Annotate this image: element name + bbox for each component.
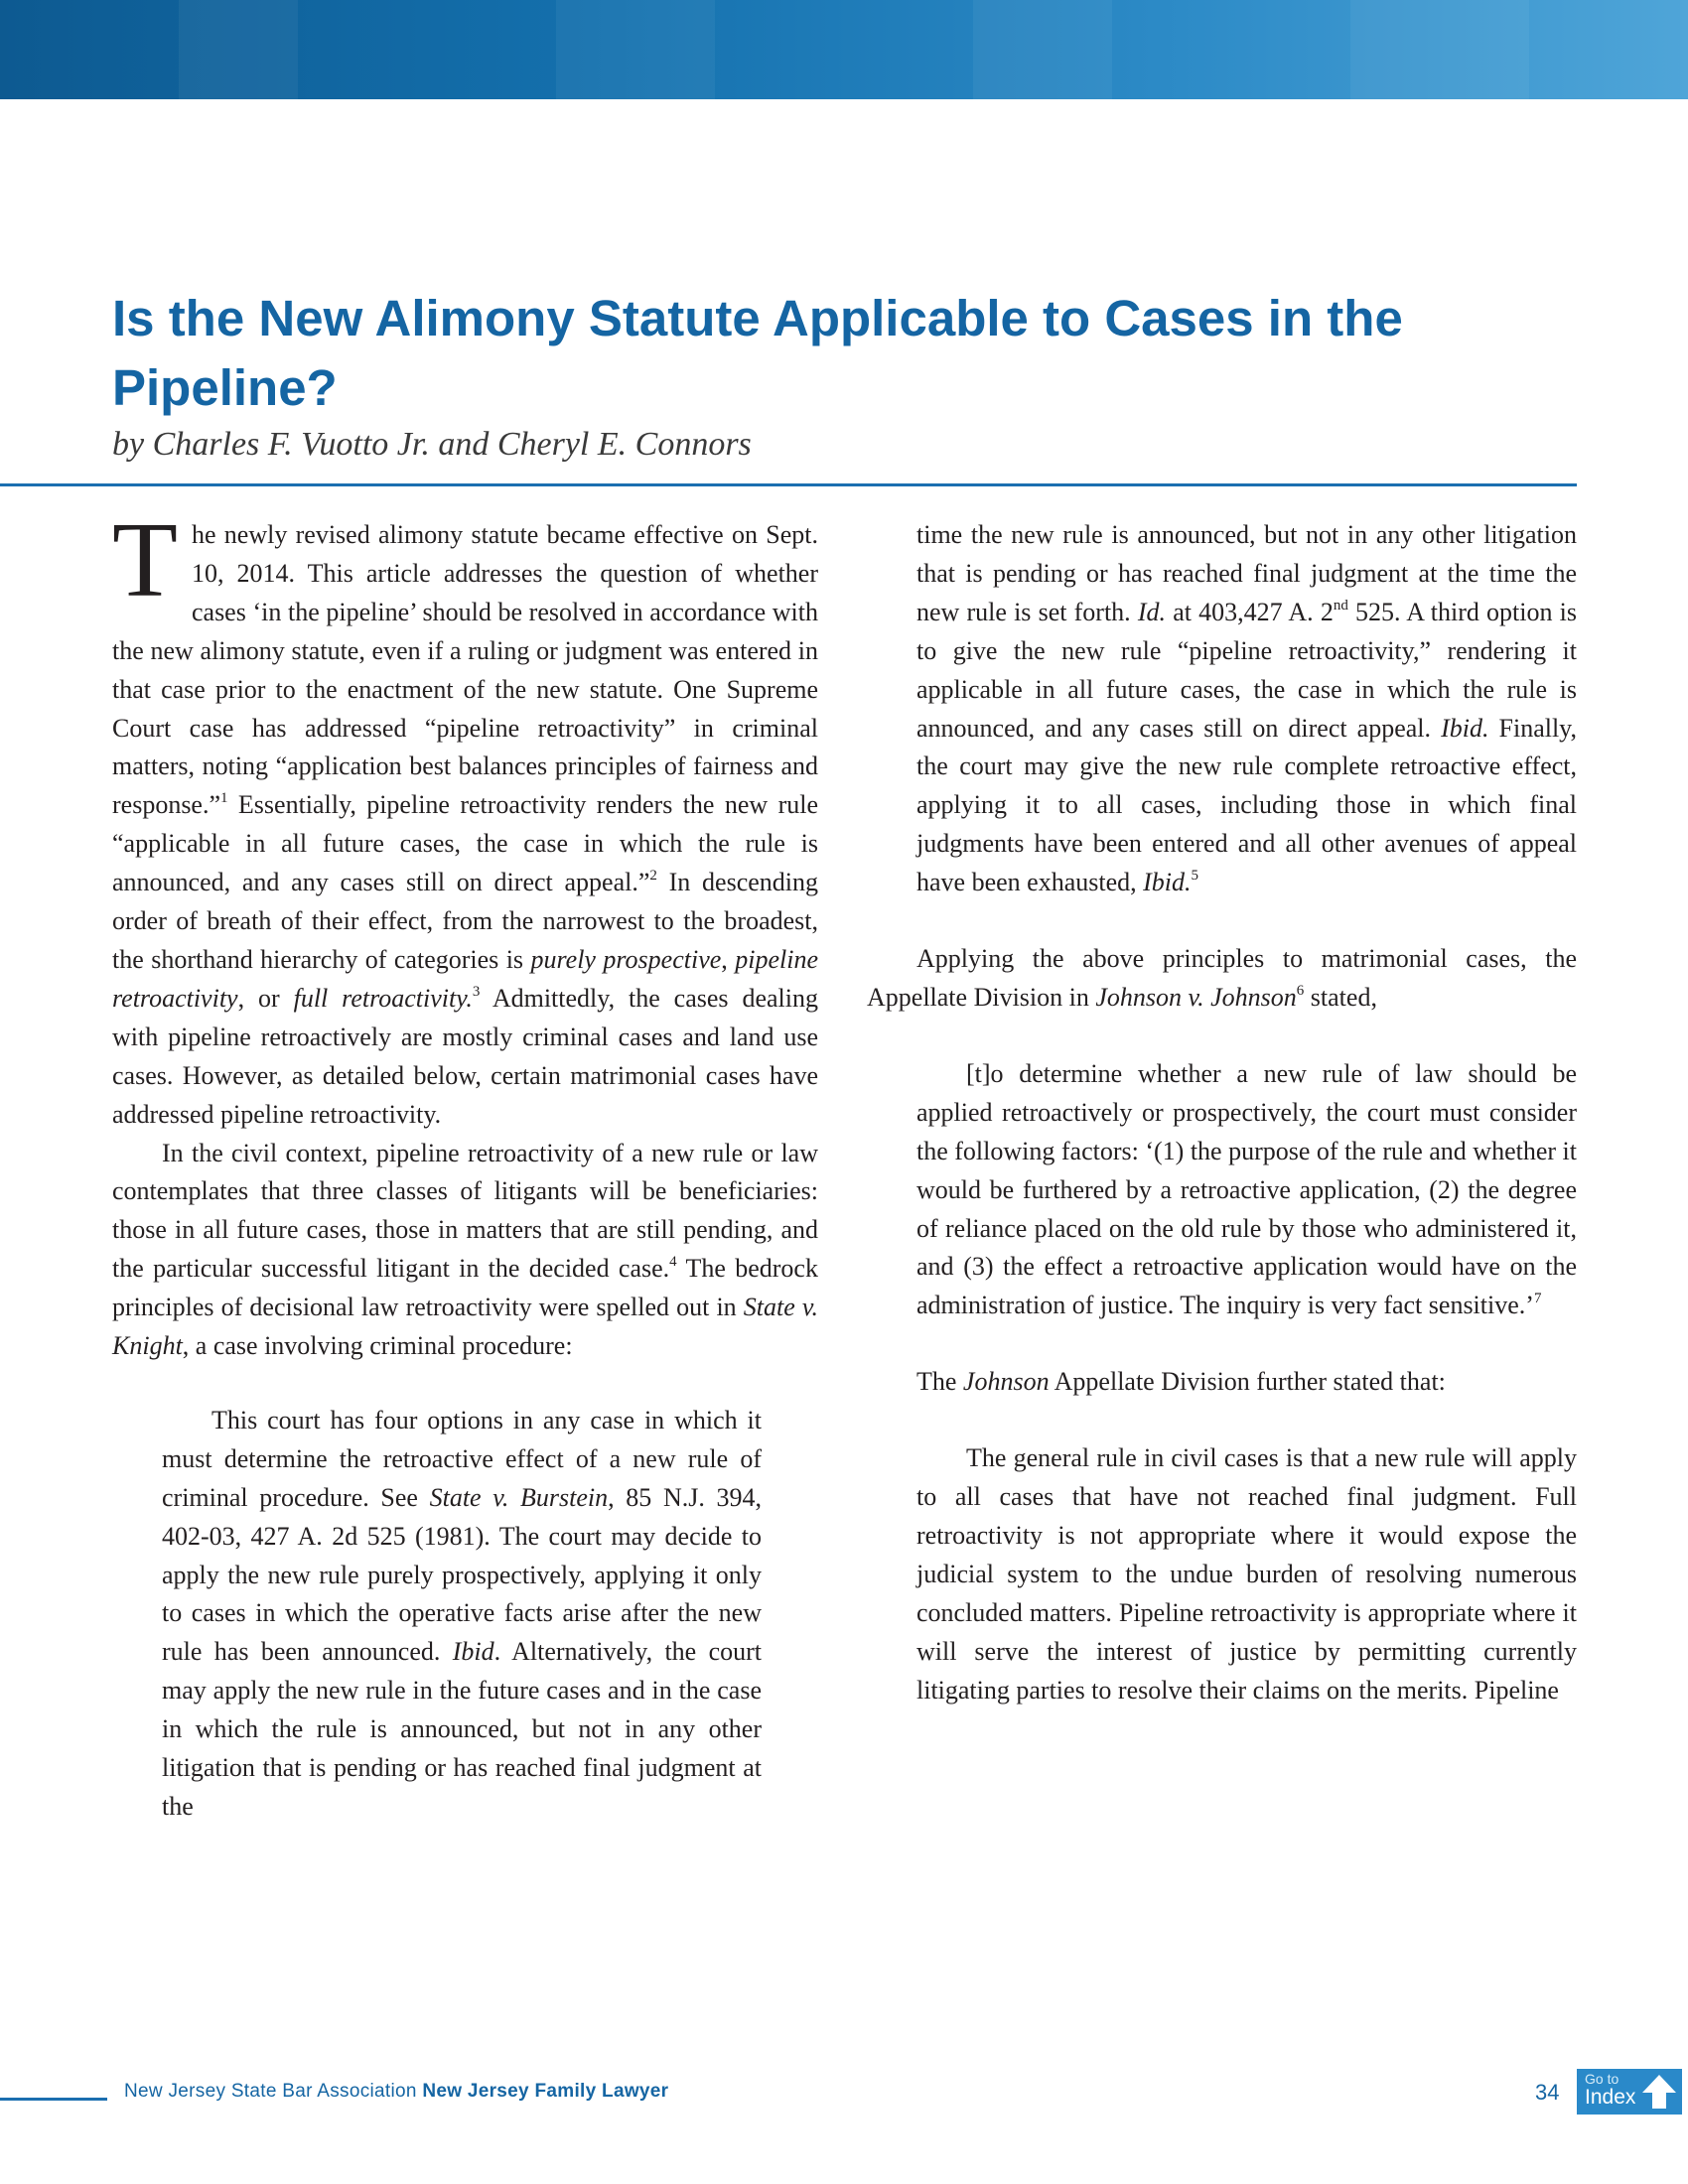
footnote-ref: 4 [669, 1254, 677, 1271]
up-arrow-icon [1640, 2073, 1678, 2111]
header-stripe [179, 0, 298, 99]
body-paragraph: The Johnson Appellate Division further stated that: [916, 1367, 1446, 1397]
title-divider [0, 483, 1577, 486]
block-quote: [t]o determine whether a new rule of law should be applied retroactively or prospectively, the court must consider the following factors: ‘(1) the purpose of the rule and whether it would be furthered by a retroactive application, (2) the degree of reliance placed on the old rule by those who administered it, and (3) the effect a retroactive application would have on the administration of justice. The inquiry is very fact sensitive.’$^7$ [916, 1058, 1577, 1320]
body-paragraph: Applying the above principles to matrimonial cases, the Appellate Division in Johnson v. Johnson$^6$ stated, [867, 944, 1577, 1012]
page-number: 34 [1535, 2080, 1560, 2105]
header-stripe [556, 0, 715, 99]
block-quote: The general rule in civil cases is that a new rule will apply to all cases that have not reached final judgment. Full retroactivity is not appropriate where it would expose the judicial system to the undue burden of resolving numerous concluded matters. Pipeline retroactivity is appropriate where it will serve the interest of justice by permitting currently litigating parties to resolve their claims on the merits. Pipeline [916, 1443, 1577, 1705]
go-to-label: Go to [1585, 2071, 1619, 2087]
drop-cap: T [112, 501, 178, 619]
header-stripe [973, 0, 1112, 99]
body-paragraph: In the civil context, pipeline retroactivity of a new rule or law contemplates that three classes of litigants will be beneficiaries: those in all future cases, those in matters that are still pending, and the particular successful litigant in the decided case.$^4$ The bedrock principles of decisional law retroactivity were spelled out in State v. Knight, a case involving criminal procedure: [112, 1138, 818, 1361]
block-quote: time the new rule is announced, but not in any other litigation that is pending or has reached final judgment at the time the new rule is set forth. Id. at 403,427 A. 2nd 525. A third option is to give the new rule “pipeline retroactivity,” rendering it applicable in all future cases, the case in which the rule is announced, and any cases still on direct appeal. Ibid. Finally, the court may give the new rule complete retroactive effect, applying it to all cases, including those in which final judgments have been entered and all other avenues of appeal have been exhausted, Ibid.$^5$ [916, 520, 1577, 897]
footnote-ref: 3 [472, 983, 481, 1000]
block-quote: This court has four options in any case in which it must determine the retroactive effect of a new rule of criminal procedure. See State v. Burstein, 85 N.J. 394, 402-03, 427 A. 2d 525 (1981). The court may decide to apply the new rule purely prospectively, applying it only to cases in which the operative facts arise after the new rule has been announced. Ibid. Alternatively, the court may apply the new rule in the future cases and in the case in which the rule is announced, but not in any other litigation that is pending or has reached final judgment at the [162, 1405, 762, 1821]
footnote-ref: 2 [649, 868, 657, 885]
left-column [112, 501, 819, 1827]
article-title: Is the New Alimony Statute Applicable to Cases in the Pipeline? [112, 290, 1403, 416]
footnote-ref: 6 [1296, 982, 1305, 999]
header-stripe [1350, 0, 1529, 99]
footer-rule [0, 2098, 107, 2101]
footnote-ref: 7 [1533, 1291, 1542, 1307]
footer-publication: New Jersey State Bar Association New Jersey Family Lawyer [124, 2081, 669, 2102]
go-to-index-button[interactable] [1577, 2069, 1682, 2115]
header-banner [0, 0, 1688, 99]
footnote-ref: 1 [220, 790, 228, 807]
footnote-ref: 5 [1191, 868, 1199, 885]
index-label: Index [1585, 2086, 1636, 2109]
article-byline: by Charles F. Vuotto Jr. and Cheryl E. Connors [112, 426, 752, 463]
intro-paragraph: The newly revised alimony statute became effective on Sept. 10, 2014. This article addresses the question of whether cases ‘in the pipeline’ should be resolved in accordance with the new alimony statute, even if a ruling or judgment was entered in that case prior to the enactment of the new statute. One Supreme Court case has addressed “pipeline retroactivity” in criminal matters, noting “application best balances principles of fairness and response.”$^1$ Essentially, pipeline retroactivity renders the new rule “applicable in all future cases, the case in which the rule is announced, and any cases still on direct appeal.”$^2$ In descending order of breath of their effect, from the narrowest to the broadest, the shorthand hierarchy of categories is purely prospective, pipeline retroactivity, or full retroactivity.$^3$ Admittedly, the cases dealing with pipeline retroactively are mostly criminal cases and land use cases. However, as detailed below, certain matrimonial cases have addressed pipeline retroactivity. [112, 501, 819, 1129]
right-column [867, 516, 1577, 1709]
